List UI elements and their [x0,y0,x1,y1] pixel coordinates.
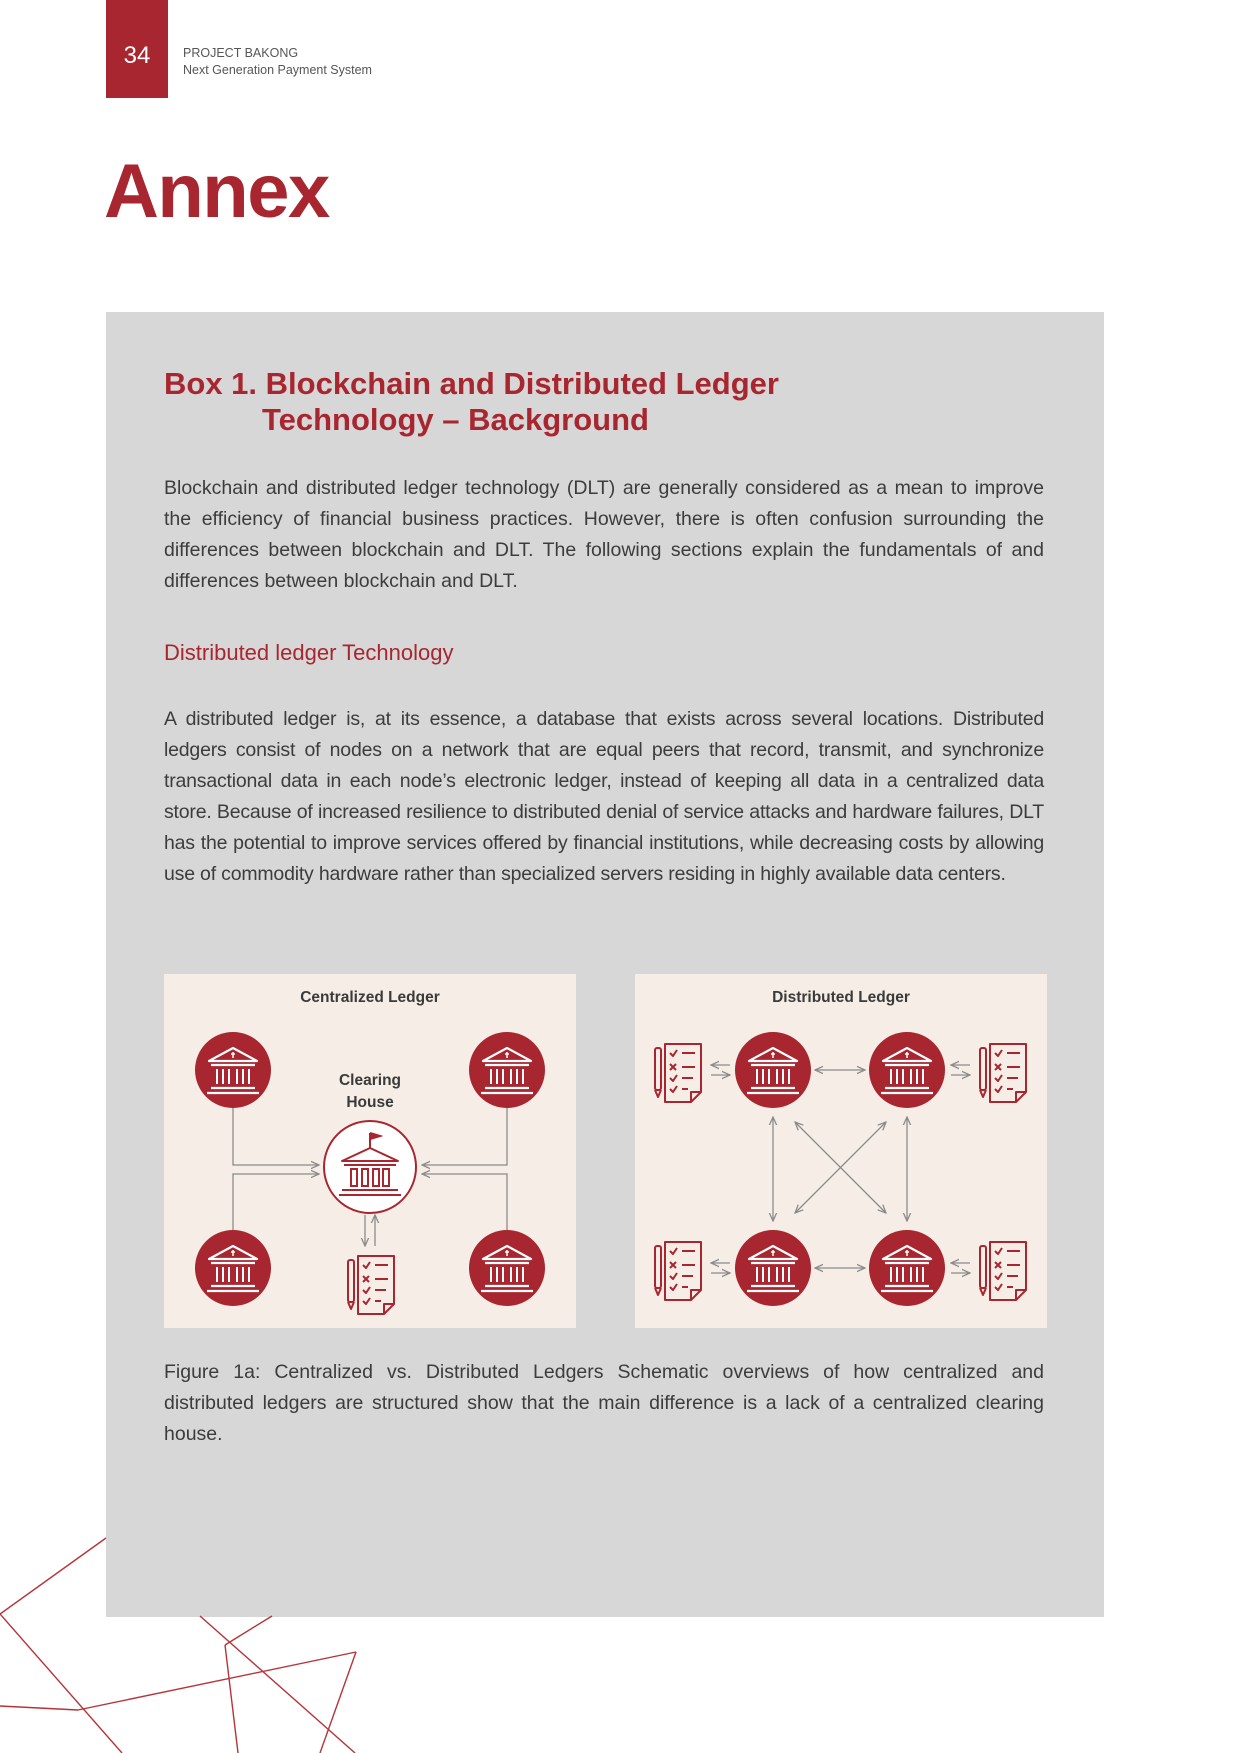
clearing-house-label-2: House [346,1094,394,1111]
bank-node-bottom-right [469,1230,545,1306]
page-number-tab [106,0,168,98]
running-header [183,45,372,79]
ledger-document-icon [980,1242,1026,1300]
clearing-house-icon [324,1121,416,1213]
box-title-line1: Box 1. Blockchain and Distributed Ledger [164,366,779,401]
doc-subtitle: Next Generation Payment System [183,63,372,77]
bank-node-top-right [869,1032,945,1108]
figure-caption: Figure 1a: Centralized vs. Distributed Ledgers Schematic overviews of how centralized and distributed ledgers are structured show that the main difference is a lack of a centralized clearing house. [164,1361,1044,1445]
centralized-ledger-diagram [164,974,576,1328]
ledger-document-icon [655,1044,701,1102]
bank-node-bottom-right [869,1230,945,1306]
section-paragraph: A distributed ledger is, at its essence, a database that exists across several locations. Distributed ledgers consist of nodes on a network that are equal peers that record, transmit, and synchronize transactional data in each node’s electronic ledger, instead of keeping all data in a centralized data store. Because of increased resilience to distributed denial of service attacks and hardware failures, DLT has the potential to improve services offered by financial institutions, while decreasing costs by allowing use of commodity hardware rather than specialized servers residing in highly available data centers. [164,708,1044,885]
intro-paragraph: Blockchain and distributed ledger technology (DLT) are generally considered as a mean to improve the efficiency of financial business practices. However, there is often confusion surrounding the differences between blockchain and DLT. The following sections explain the fundamentals of and differences between blockchain and DLT. [164,477,1044,592]
page-number: 34 [123,42,151,69]
box-title-line2: Technology – Background [262,402,649,437]
ledger-document-icon [655,1242,701,1300]
ledger-document-icon [348,1256,394,1314]
distributed-ledger-diagram [635,974,1047,1328]
bank-node-top-left [735,1032,811,1108]
bank-node-bottom-left [735,1230,811,1306]
section-heading: Distributed ledger Technology [164,640,454,665]
clearing-house-label-1: Clearing [338,1072,402,1089]
page-title: Annex [104,149,329,234]
box-title [164,366,864,438]
doc-title: PROJECT BAKONG [183,46,299,60]
bank-node-bottom-left [195,1230,271,1306]
distributed-ledger-title: Distributed Ledger [772,989,910,1006]
decorative-lines [0,1510,380,1753]
info-box [106,312,1104,1617]
ledger-document-icon [980,1044,1026,1102]
bank-node-top-left [195,1032,271,1108]
bank-node-top-right [469,1032,545,1108]
centralized-ledger-title: Centralized Ledger [300,989,440,1006]
